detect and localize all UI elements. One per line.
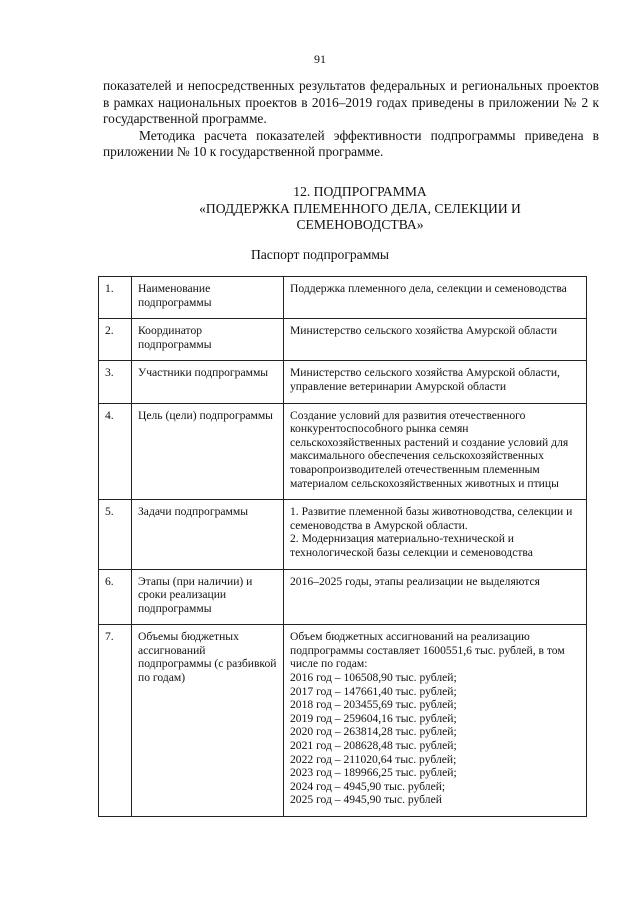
row-value: Создание условий для развития отечественного конкурентоспособного рынка семян сельскохозяйственных растений и создание условий для максимального обеспечения сельскохозяйственных товаропроизводителей отечественным племенным материалом сельскохозяйственных животных и птицы [284, 403, 587, 500]
row-name: Объемы бюджетных ассигнований подпрограммы (с разбивкой по годам) [132, 625, 284, 817]
passport-table [98, 276, 587, 817]
table-row [99, 277, 587, 319]
passport-title: Паспорт подпрограммы [250, 247, 390, 262]
intro-paragraph-1: показателей и непосредственных результатов федеральных и региональных проектов в рамках национальных проектов в 2016–2019 годах приведены в приложении № 2 к государственной программе. [103, 78, 599, 127]
row-name: Участники подпрограммы [132, 361, 284, 403]
budget-year-line: 2023 год – 189966,25 тыс. рублей; [290, 766, 457, 780]
table-row [99, 569, 587, 625]
section-title-line-3: СЕМЕНОВОДСТВА» [296, 217, 424, 233]
row-name: Координатор подпрограммы [132, 319, 284, 361]
row-value [284, 625, 587, 817]
row-value: 2016–2025 годы, этапы реализации не выделяются [284, 569, 587, 625]
row-number: 4. [99, 403, 132, 500]
budget-year-line: 2016 год – 106508,90 тыс. рублей; [290, 671, 457, 685]
table-row [99, 625, 587, 817]
row-number: 7. [99, 625, 132, 817]
row-number: 2. [99, 319, 132, 361]
row-name: Цель (цели) подпрограммы [132, 403, 284, 500]
row-number: 1. [99, 277, 132, 319]
row-value: Министерство сельского хозяйства Амурской области [284, 319, 587, 361]
table-row [99, 500, 587, 569]
task-item: 2. Модернизация материально-технической и технологической базы селекции и семеноводства [290, 532, 533, 559]
budget-year-line: 2025 год – 4945,90 тыс. рублей [290, 793, 442, 807]
task-item: 1. Развитие племенной базы животноводства, селекции и семеноводства в Амурской области. [290, 505, 573, 532]
section-title-line-2: «ПОДДЕРЖКА ПЛЕМЕННОГО ДЕЛА, СЕЛЕКЦИИ И [199, 200, 521, 216]
row-name: Наименование подпрограммы [132, 277, 284, 319]
row-number: 3. [99, 361, 132, 403]
page-number: 91 [314, 52, 326, 66]
table-row [99, 403, 587, 500]
row-name: Задачи подпрограммы [132, 500, 284, 569]
row-number: 6. [99, 569, 132, 625]
row-name: Этапы (при наличии) и сроки реализации подпрограммы [132, 569, 284, 625]
budget-year-line: 2021 год – 208628,48 тыс. рублей; [290, 739, 457, 753]
section-title [160, 184, 560, 234]
row-value [284, 500, 587, 569]
intro-text [103, 78, 599, 161]
table-row [99, 319, 587, 361]
budget-year-line: 2020 год – 263814,28 тыс. рублей; [290, 725, 457, 739]
table-row [99, 361, 587, 403]
budget-intro: Объем бюджетных ассигнований на реализацию подпрограммы составляет 1600551,6 тыс. рублей, в том числе по годам: [290, 630, 565, 671]
row-number: 5. [99, 500, 132, 569]
row-value: Поддержка племенного дела, селекции и семеноводства [284, 277, 587, 319]
intro-paragraph-2: Методика расчета показателей эффективности подпрограммы приведена в приложении № 10 к государственной программе. [103, 127, 599, 160]
budget-year-line: 2017 год – 147661,40 тыс. рублей; [290, 684, 457, 698]
budget-year-line: 2022 год – 211020,64 тыс. рублей; [290, 752, 457, 766]
section-title-line-1: 12. ПОДПРОГРАММА [293, 184, 427, 199]
row-value: Министерство сельского хозяйства Амурской области, управление ветеринарии Амурской области [284, 361, 587, 403]
budget-year-line: 2019 год – 259604,16 тыс. рублей; [290, 711, 457, 725]
budget-year-line: 2024 год – 4945,90 тыс. рублей; [290, 779, 446, 793]
budget-year-line: 2018 год – 203455,69 тыс. рублей; [290, 698, 457, 712]
